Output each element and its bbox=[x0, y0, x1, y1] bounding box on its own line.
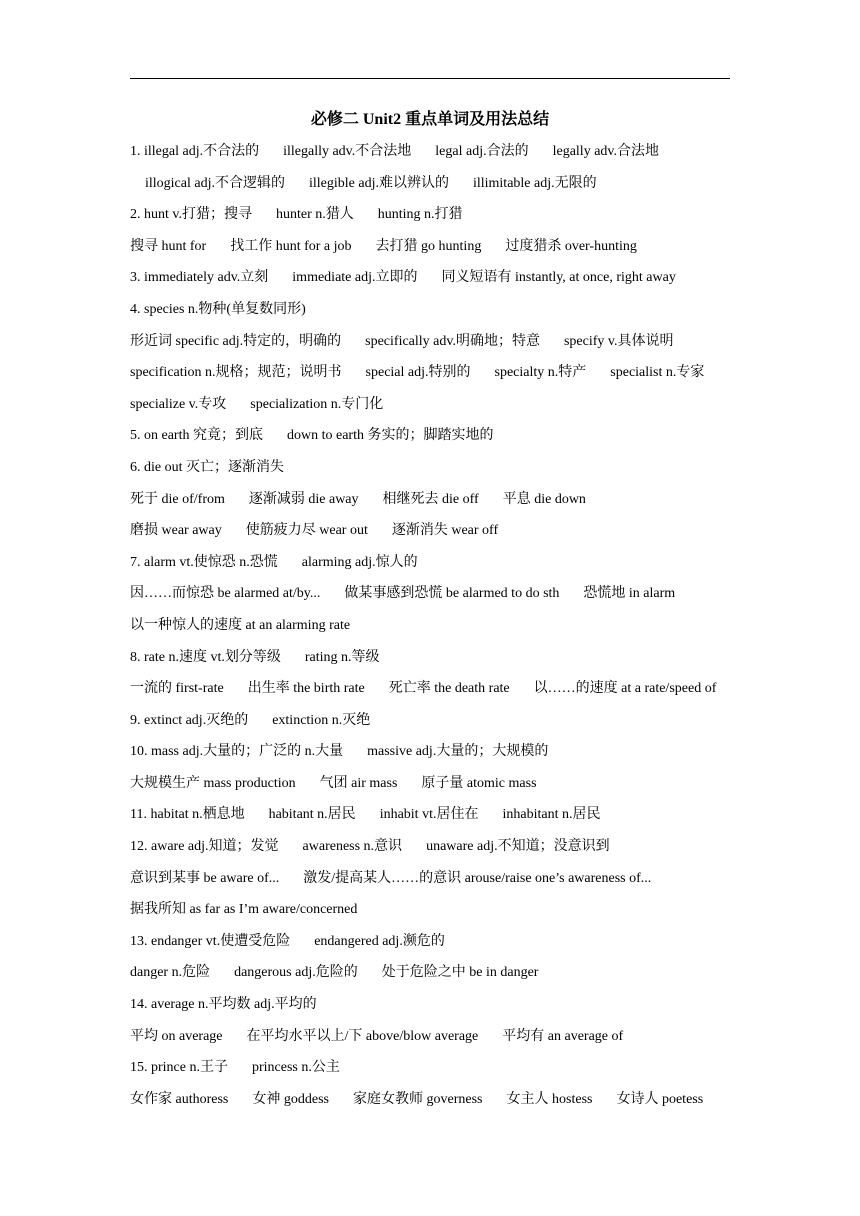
text-segment: 4. species n.物种(单复数同形) bbox=[130, 301, 306, 317]
text-segment: 女主人 hostess bbox=[506, 1091, 593, 1107]
text-segment: 以……的速度 at a rate/speed of bbox=[533, 681, 717, 697]
text-line bbox=[130, 266, 750, 298]
text-segment: 1. illegal adj.不合法的 bbox=[130, 144, 260, 159]
text-line bbox=[130, 835, 750, 867]
text-segment: 死亡率 the death rate bbox=[388, 681, 510, 697]
text-segment: 做某事感到恐慌 be alarmed to do sth bbox=[344, 586, 560, 602]
text-line bbox=[130, 898, 750, 930]
text-segment: danger n.危险 bbox=[130, 965, 211, 981]
text-segment: 出生率 the birth rate bbox=[247, 681, 365, 697]
text-line bbox=[130, 993, 750, 1025]
text-segment: 平均 on average bbox=[130, 1028, 223, 1044]
text-segment: habitant n.居民 bbox=[268, 807, 356, 823]
text-segment: specifically adv.明确地；特意 bbox=[365, 333, 540, 349]
text-line bbox=[130, 330, 750, 362]
text-segment: specialist n.专家 bbox=[610, 365, 705, 381]
text-segment: legally adv.合法地 bbox=[552, 144, 659, 159]
text-segment: 平均有 an average of bbox=[502, 1028, 624, 1044]
text-segment: 3. immediately adv.立刻 bbox=[130, 270, 269, 286]
text-segment: specify v.具体说明 bbox=[563, 333, 674, 349]
text-line bbox=[130, 961, 750, 993]
text-line bbox=[130, 582, 750, 614]
text-segment: 8. rate n.速度 vt.划分等级 bbox=[130, 649, 281, 665]
text-segment: endangered adj.濒危的 bbox=[314, 933, 445, 949]
text-segment: inhabitant n.居民 bbox=[502, 807, 601, 823]
text-line bbox=[130, 519, 750, 551]
text-segment: princess n.公主 bbox=[251, 1060, 340, 1076]
text-segment: rating n.等级 bbox=[304, 649, 380, 665]
text-segment: 5. on earth 究竟；到底 bbox=[130, 428, 263, 444]
text-segment: 以一种惊人的速度 at an alarming rate bbox=[130, 617, 351, 633]
text-segment: 找工作 hunt for a job bbox=[230, 238, 352, 254]
text-segment: 激发/提高某人……的意识 arouse/raise one’s awareness of... bbox=[303, 870, 652, 886]
text-line bbox=[130, 488, 750, 520]
text-segment: 家庭女教师 governess bbox=[353, 1091, 483, 1107]
text-segment: specialize v.专攻 bbox=[130, 396, 227, 412]
text-segment: 气团 air mass bbox=[319, 775, 398, 791]
text-segment: 平息 die down bbox=[502, 491, 586, 507]
text-segment: 女诗人 poetess bbox=[616, 1091, 704, 1107]
text-segment: awareness n.意识 bbox=[302, 839, 403, 855]
text-segment: legal adj.合法的 bbox=[435, 144, 529, 159]
text-segment: 搜寻 hunt for bbox=[130, 238, 207, 254]
text-line bbox=[130, 235, 750, 267]
text-line bbox=[130, 867, 750, 899]
text-segment: massive adj.大量的；大规模的 bbox=[367, 744, 549, 760]
text-line bbox=[130, 740, 750, 772]
text-segment: down to earth 务实的；脚踏实地的 bbox=[286, 428, 494, 444]
page-title: 必修二 Unit2 重点单词及用法总结 bbox=[310, 111, 550, 128]
text-segment: 逐渐减弱 die away bbox=[248, 491, 359, 507]
text-line bbox=[130, 456, 750, 488]
text-segment: specification n.规格；规范；说明书 bbox=[130, 365, 342, 381]
text-segment: inhabit vt.居住在 bbox=[379, 807, 479, 823]
text-line bbox=[130, 203, 750, 235]
text-line bbox=[130, 424, 750, 456]
text-segment: 去打猎 go hunting bbox=[375, 238, 482, 254]
text-segment: 同义短语有 instantly, at once, right away bbox=[441, 270, 676, 286]
text-line bbox=[130, 930, 750, 962]
text-segment: 使筋疲力尽 wear out bbox=[245, 523, 368, 539]
text-segment: 处于危险之中 be in danger bbox=[381, 965, 539, 981]
text-line bbox=[130, 1056, 750, 1088]
text-segment: 12. aware adj.知道；发觉 bbox=[130, 839, 279, 855]
text-segment: illegally adv.不合法地 bbox=[283, 144, 412, 159]
text-line bbox=[130, 1088, 750, 1120]
text-line bbox=[130, 709, 750, 741]
text-line bbox=[130, 551, 750, 583]
text-segment: 形近词 specific adj.特定的，明确的 bbox=[130, 333, 342, 349]
text-segment: 磨损 wear away bbox=[130, 523, 222, 539]
text-segment: 15. prince n.王子 bbox=[130, 1060, 228, 1076]
text-segment: 意识到某事 be aware of... bbox=[130, 870, 280, 886]
text-segment: 2. hunt v.打猎；搜寻 bbox=[130, 207, 252, 223]
text-segment: 过度猎杀 over-hunting bbox=[505, 238, 637, 254]
text-segment: 因……而惊恐 be alarmed at/by... bbox=[130, 586, 321, 602]
text-segment: 相继死去 die off bbox=[382, 491, 479, 507]
text-segment: hunter n.猎人 bbox=[275, 207, 354, 223]
text-segment: 死于 die of/from bbox=[130, 491, 225, 507]
text-line bbox=[130, 298, 750, 330]
text-line bbox=[130, 1025, 750, 1057]
text-segment: 大规模生产 mass production bbox=[130, 775, 296, 791]
text-segment: 14. average n.平均数 adj.平均的 bbox=[130, 997, 317, 1013]
text-segment: illimitable adj.无限的 bbox=[472, 175, 597, 191]
text-segment: illegible adj.难以辨认的 bbox=[308, 175, 449, 191]
text-segment: 10. mass adj.大量的；广泛的 n.大量 bbox=[130, 744, 344, 760]
text-segment: 9. extinct adj.灭绝的 bbox=[130, 712, 249, 728]
text-line bbox=[130, 772, 750, 804]
document-body bbox=[130, 140, 750, 1119]
text-line bbox=[130, 361, 750, 393]
text-line bbox=[130, 646, 750, 678]
text-segment: special adj.特别的 bbox=[365, 365, 471, 381]
text-segment: 6. die out 灭亡；逐渐消失 bbox=[130, 459, 284, 475]
text-segment: alarming adj.惊人的 bbox=[301, 554, 418, 570]
text-segment: 11. habitat n.栖息地 bbox=[130, 807, 245, 823]
text-segment: 据我所知 as far as I’m aware/concerned bbox=[130, 902, 358, 918]
text-segment: 女作家 authoress bbox=[130, 1091, 229, 1107]
text-line bbox=[130, 614, 750, 646]
text-segment: unaware adj.不知道；没意识到 bbox=[426, 839, 610, 855]
text-segment: 在平均水平以上/下 above/blow average bbox=[246, 1028, 479, 1044]
text-line bbox=[130, 140, 750, 172]
text-segment: dangerous adj.危险的 bbox=[234, 965, 358, 981]
header-rule bbox=[130, 78, 730, 79]
text-segment: specialty n.特产 bbox=[494, 365, 587, 381]
text-line bbox=[130, 393, 750, 425]
text-segment: 女神 goddess bbox=[252, 1091, 330, 1107]
text-segment: 原子量 atomic mass bbox=[421, 775, 537, 791]
text-segment: extinction n.灭绝 bbox=[272, 712, 371, 728]
text-segment: 13. endanger vt.使遭受危险 bbox=[130, 933, 291, 949]
text-segment: illogical adj.不合逻辑的 bbox=[145, 175, 285, 191]
text-segment: 7. alarm vt.使惊恐 n.恐慌 bbox=[130, 554, 278, 570]
text-segment: 恐慌地 in alarm bbox=[583, 586, 676, 602]
text-segment: specialization n.专门化 bbox=[250, 396, 384, 412]
text-segment: hunting n.打猎 bbox=[377, 207, 463, 223]
text-segment: 一流的 first-rate bbox=[130, 681, 224, 697]
text-line bbox=[130, 172, 750, 204]
text-line bbox=[130, 677, 750, 709]
text-line bbox=[130, 803, 750, 835]
text-segment: immediate adj.立即的 bbox=[292, 270, 418, 286]
text-segment: 逐渐消失 wear off bbox=[391, 523, 499, 539]
